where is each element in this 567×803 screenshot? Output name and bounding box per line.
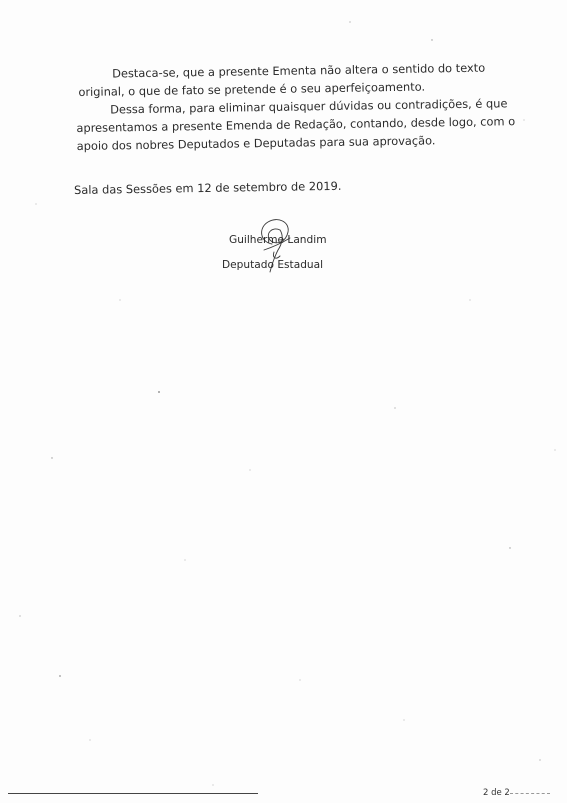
paragraph-line: apoio dos nobres Deputados e Deputadas para sua aprovação. <box>76 133 436 153</box>
signatory-role: Deputado Estadual <box>222 259 324 271</box>
paragraph-line: apresentamos a presente Emenda de Redação, contando, desde logo, com o <box>76 114 516 135</box>
paragraph-line: Dessa forma, para eliminar quaisquer dúvidas ou contradições, é que <box>110 96 508 117</box>
footer-rule <box>8 793 258 794</box>
page-number: 2 de 2 <box>483 788 510 798</box>
footer-dash-rule <box>510 793 550 795</box>
paragraph-aprovacao <box>76 95 516 155</box>
paragraph-line: Destaca-se, que a presente Ementa não altera o sentido do texto <box>112 60 486 81</box>
signatory-name: Guilherme Landim <box>229 234 327 246</box>
closing-date-line: Sala das Sessões em 12 de setembro de 2019. <box>74 178 342 197</box>
paragraph-line: original, o que de fato se pretende é o seu aperfeiçoamento. <box>78 79 426 99</box>
